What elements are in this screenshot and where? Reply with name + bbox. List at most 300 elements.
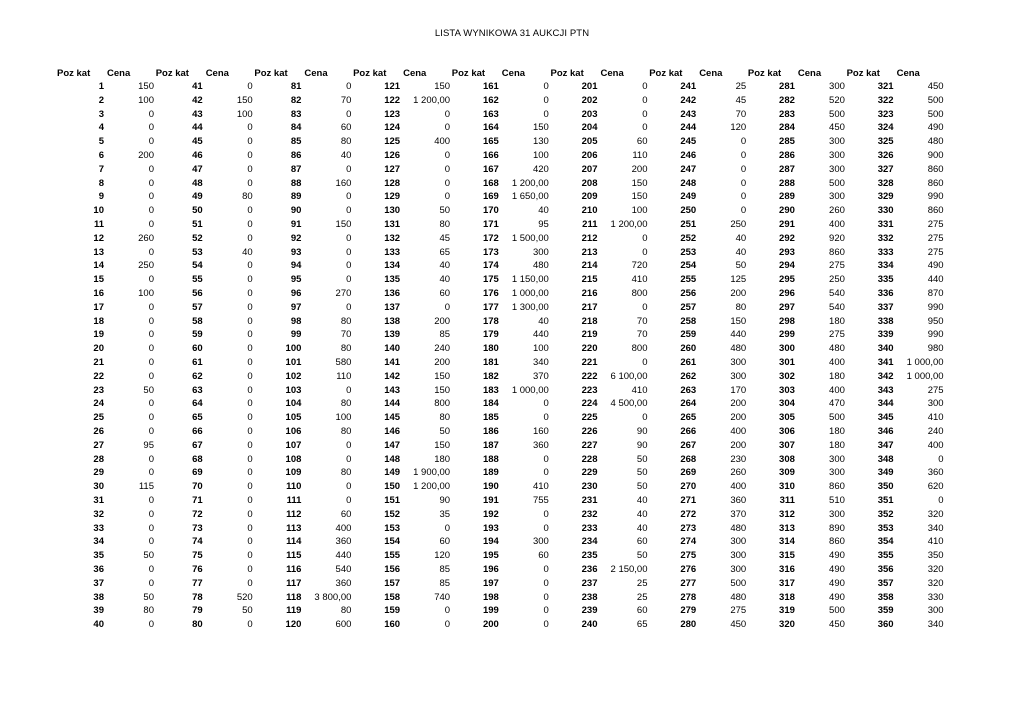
price-value: 60 <box>439 288 451 299</box>
price-value: 0 <box>148 246 154 258</box>
price-value: 25 <box>735 81 747 92</box>
price-value: 120 <box>730 122 747 134</box>
catalog-position: 292 <box>779 232 795 244</box>
catalog-position: 216 <box>581 288 598 299</box>
price-value: 180 <box>829 439 845 451</box>
price-value: 350 <box>927 550 944 562</box>
catalog-position: 274 <box>680 536 697 548</box>
catalog-position: 318 <box>779 591 795 603</box>
price-value: 0 <box>543 108 549 120</box>
price-value: 270 <box>335 288 352 299</box>
price-value: 300 <box>730 536 747 548</box>
header-cena: Cena <box>896 68 920 79</box>
price-value: 0 <box>346 495 352 506</box>
catalog-position: 342 <box>877 370 894 382</box>
price-value: 40 <box>538 205 549 217</box>
price-value: 860 <box>829 536 845 548</box>
catalog-position: 223 <box>581 384 598 396</box>
price-value: 85 <box>439 564 451 575</box>
price-value: 0 <box>444 522 451 534</box>
price-value: 450 <box>730 619 747 631</box>
catalog-position: 166 <box>482 150 499 161</box>
catalog-position: 178 <box>482 315 499 327</box>
price-value: 80 <box>340 315 352 327</box>
catalog-position: 175 <box>482 274 499 286</box>
price-value: 990 <box>927 329 944 341</box>
catalog-position: 149 <box>384 467 401 479</box>
price-value: 920 <box>829 232 845 244</box>
catalog-position: 10 <box>93 205 104 217</box>
price-value: 60 <box>636 536 648 548</box>
price-value: 80 <box>143 605 154 617</box>
catalog-position: 204 <box>581 122 598 134</box>
catalog-position: 8 <box>98 177 104 189</box>
catalog-position: 267 <box>680 439 697 451</box>
price-value: 4 500,00 <box>610 398 648 410</box>
price-value: 0 <box>247 577 253 589</box>
header-poz-kat: Poz kat <box>747 68 782 79</box>
price-value: 520 <box>829 94 845 106</box>
price-value: 0 <box>444 619 451 631</box>
price-value: 0 <box>444 108 451 120</box>
catalog-position: 346 <box>877 426 894 437</box>
price-value: 755 <box>532 495 549 506</box>
catalog-position: 114 <box>286 536 302 548</box>
catalog-position: 322 <box>877 94 894 106</box>
catalog-position: 25 <box>93 412 104 424</box>
price-value: 360 <box>730 495 747 506</box>
catalog-position: 154 <box>384 536 401 548</box>
price-value: 0 <box>346 163 352 175</box>
price-value: 0 <box>247 426 253 437</box>
price-value: 0 <box>543 591 549 603</box>
price-value: 720 <box>631 260 648 272</box>
price-value: 1 650,00 <box>511 191 549 203</box>
price-value: 500 <box>730 577 747 589</box>
table-row <box>0 259 1024 273</box>
price-value: 50 <box>735 260 747 272</box>
catalog-position: 9 <box>98 191 104 203</box>
price-value: 40 <box>735 246 747 258</box>
catalog-position: 296 <box>779 288 795 299</box>
catalog-position: 281 <box>779 81 795 92</box>
catalog-position: 77 <box>192 577 203 589</box>
table-row <box>0 232 1024 246</box>
price-value: 40 <box>538 315 549 327</box>
catalog-position: 21 <box>93 357 104 368</box>
table-row <box>0 315 1024 329</box>
price-value: 540 <box>335 564 352 575</box>
catalog-position: 36 <box>93 564 104 575</box>
catalog-position: 321 <box>877 81 894 92</box>
catalog-position: 61 <box>192 357 203 368</box>
price-value: 200 <box>631 163 648 175</box>
catalog-position: 118 <box>286 591 302 603</box>
catalog-position: 31 <box>93 495 104 506</box>
price-value: 0 <box>247 536 253 548</box>
catalog-position: 59 <box>192 329 203 341</box>
catalog-position: 343 <box>877 384 894 396</box>
catalog-position: 67 <box>192 439 203 451</box>
catalog-position: 174 <box>482 260 499 272</box>
catalog-position: 60 <box>192 343 203 355</box>
price-value: 240 <box>434 343 451 355</box>
catalog-position: 224 <box>581 398 598 410</box>
catalog-position: 218 <box>581 315 598 327</box>
catalog-position: 199 <box>482 605 499 617</box>
price-value: 0 <box>543 398 549 410</box>
price-value: 0 <box>642 81 648 92</box>
catalog-position: 266 <box>680 426 697 437</box>
price-value: 70 <box>636 315 648 327</box>
catalog-position: 165 <box>482 136 499 148</box>
price-value: 300 <box>829 453 845 465</box>
price-value: 120 <box>434 550 451 562</box>
price-value: 490 <box>829 577 845 589</box>
catalog-position: 197 <box>482 577 499 589</box>
price-value: 300 <box>829 136 845 148</box>
price-value: 100 <box>335 412 352 424</box>
price-value: 0 <box>148 467 154 479</box>
catalog-position: 327 <box>877 163 894 175</box>
catalog-position: 17 <box>93 301 104 313</box>
catalog-position: 337 <box>877 301 894 313</box>
price-value: 3 800,00 <box>314 591 352 603</box>
catalog-position: 234 <box>581 536 598 548</box>
price-value: 0 <box>247 81 253 92</box>
price-value: 0 <box>247 453 253 465</box>
table-row <box>0 494 1024 508</box>
price-value: 35 <box>439 508 451 520</box>
catalog-position: 334 <box>877 260 894 272</box>
catalog-position: 331 <box>877 219 894 230</box>
catalog-position: 309 <box>779 467 795 479</box>
catalog-position: 139 <box>384 329 401 341</box>
catalog-position: 289 <box>779 191 795 203</box>
price-value: 300 <box>730 564 747 575</box>
catalog-position: 253 <box>680 246 697 258</box>
price-value: 370 <box>532 370 549 382</box>
catalog-position: 41 <box>192 81 203 92</box>
catalog-position: 141 <box>384 357 401 368</box>
price-value: 0 <box>543 453 549 465</box>
table-row <box>0 466 1024 480</box>
catalog-position: 293 <box>779 246 795 258</box>
header-poz-kat: Poz kat <box>649 68 683 79</box>
catalog-position: 78 <box>192 591 203 603</box>
price-value: 1 500,00 <box>511 232 549 244</box>
catalog-position: 193 <box>482 522 499 534</box>
price-value: 0 <box>444 177 451 189</box>
price-value: 400 <box>434 136 451 148</box>
catalog-position: 303 <box>779 384 795 396</box>
table-row <box>0 204 1024 218</box>
catalog-position: 242 <box>680 94 697 106</box>
catalog-position: 120 <box>285 619 302 631</box>
catalog-position: 68 <box>192 453 203 465</box>
catalog-position: 57 <box>192 301 203 313</box>
catalog-position: 129 <box>384 191 401 203</box>
price-value: 0 <box>247 288 253 299</box>
price-value: 275 <box>829 260 845 272</box>
table-row <box>0 604 1024 618</box>
price-value: 0 <box>543 508 549 520</box>
catalog-position: 99 <box>290 329 302 341</box>
price-value: 0 <box>247 550 253 562</box>
price-value: 480 <box>532 260 549 272</box>
catalog-position: 215 <box>581 274 598 286</box>
price-value: 200 <box>730 398 747 410</box>
price-value: 410 <box>927 412 944 424</box>
price-value: 150 <box>730 315 747 327</box>
price-value: 70 <box>636 329 648 341</box>
price-value: 410 <box>927 536 944 548</box>
catalog-position: 53 <box>192 246 203 258</box>
price-value: 0 <box>148 564 154 575</box>
price-value: 240 <box>927 426 944 437</box>
price-value: 480 <box>829 343 845 355</box>
catalog-position: 143 <box>384 384 401 396</box>
price-value: 150 <box>335 219 352 230</box>
catalog-position: 351 <box>877 495 894 506</box>
table-row <box>0 121 1024 135</box>
catalog-position: 20 <box>93 343 104 355</box>
price-value: 400 <box>927 439 944 451</box>
price-value: 0 <box>247 205 253 217</box>
price-value: 70 <box>735 108 747 120</box>
price-value: 340 <box>927 522 944 534</box>
catalog-position: 277 <box>680 577 697 589</box>
price-value: 490 <box>829 550 845 562</box>
price-value: 70 <box>340 329 352 341</box>
price-value: 50 <box>636 467 648 479</box>
catalog-position: 85 <box>290 136 302 148</box>
catalog-position: 45 <box>192 136 203 148</box>
catalog-position: 241 <box>680 81 697 92</box>
catalog-position: 49 <box>192 191 203 203</box>
price-value: 0 <box>148 108 154 120</box>
price-value: 100 <box>138 94 154 106</box>
table-row <box>0 425 1024 439</box>
price-value: 340 <box>927 619 944 631</box>
catalog-position: 349 <box>877 467 894 479</box>
price-value: 360 <box>335 536 352 548</box>
catalog-position: 171 <box>482 219 499 230</box>
price-value: 0 <box>148 301 154 313</box>
price-value: 480 <box>927 136 944 148</box>
price-value: 0 <box>148 536 154 548</box>
catalog-position: 65 <box>192 412 203 424</box>
catalog-position: 307 <box>779 439 795 451</box>
price-value: 0 <box>247 163 253 175</box>
catalog-position: 146 <box>384 426 401 437</box>
catalog-position: 63 <box>192 384 203 396</box>
catalog-position: 284 <box>779 122 795 134</box>
price-value: 6 100,00 <box>610 370 648 382</box>
price-value: 500 <box>927 94 944 106</box>
price-value: 0 <box>543 605 549 617</box>
catalog-position: 264 <box>680 398 697 410</box>
catalog-position: 286 <box>779 150 795 161</box>
catalog-position: 235 <box>581 550 598 562</box>
catalog-position: 96 <box>290 288 302 299</box>
catalog-position: 243 <box>680 108 697 120</box>
price-value: 50 <box>242 605 253 617</box>
price-value: 0 <box>642 246 648 258</box>
catalog-position: 95 <box>290 274 302 286</box>
catalog-position: 108 <box>285 453 302 465</box>
price-value: 0 <box>346 232 352 244</box>
price-value: 0 <box>247 412 253 424</box>
catalog-position: 348 <box>877 453 894 465</box>
price-value: 860 <box>829 481 845 493</box>
price-value: 100 <box>532 150 549 161</box>
catalog-position: 89 <box>290 191 302 203</box>
price-value: 60 <box>636 605 648 617</box>
catalog-position: 112 <box>286 508 302 520</box>
catalog-position: 87 <box>290 163 302 175</box>
catalog-position: 232 <box>581 508 598 520</box>
price-value: 1 000,00 <box>511 384 549 396</box>
price-value: 0 <box>247 219 253 230</box>
catalog-position: 76 <box>192 564 203 575</box>
header-cena: Cena <box>205 68 229 79</box>
table-row <box>0 397 1024 411</box>
price-value: 0 <box>148 122 154 134</box>
catalog-position: 272 <box>680 508 697 520</box>
catalog-position: 315 <box>779 550 795 562</box>
price-value: 60 <box>340 122 352 134</box>
price-value: 0 <box>543 81 549 92</box>
price-value: 60 <box>340 508 352 520</box>
price-value: 70 <box>340 94 352 106</box>
price-value: 400 <box>335 522 352 534</box>
table-row <box>0 163 1024 177</box>
catalog-position: 345 <box>877 412 894 424</box>
price-value: 0 <box>740 136 747 148</box>
price-value: 125 <box>730 274 747 286</box>
catalog-position: 27 <box>93 439 104 451</box>
price-value: 480 <box>730 522 747 534</box>
price-value: 450 <box>927 81 944 92</box>
catalog-position: 84 <box>290 122 302 134</box>
catalog-position: 260 <box>680 343 697 355</box>
catalog-position: 239 <box>581 605 598 617</box>
table-row <box>0 149 1024 163</box>
price-value: 490 <box>829 591 845 603</box>
catalog-position: 291 <box>779 219 795 230</box>
catalog-position: 335 <box>877 274 894 286</box>
catalog-position: 261 <box>680 357 697 368</box>
catalog-position: 184 <box>482 398 499 410</box>
catalog-position: 122 <box>384 94 401 106</box>
price-value: 0 <box>247 343 253 355</box>
catalog-position: 350 <box>877 481 894 493</box>
catalog-position: 177 <box>482 301 499 313</box>
catalog-position: 226 <box>581 426 598 437</box>
table-row <box>0 301 1024 315</box>
price-value: 0 <box>247 177 253 189</box>
catalog-position: 13 <box>93 246 104 258</box>
price-value: 980 <box>927 343 944 355</box>
price-value: 0 <box>444 301 451 313</box>
catalog-position: 288 <box>779 177 795 189</box>
catalog-position: 7 <box>98 163 104 175</box>
catalog-position: 88 <box>290 177 302 189</box>
price-value: 0 <box>247 619 253 631</box>
catalog-position: 101 <box>285 357 302 368</box>
price-value: 0 <box>148 577 154 589</box>
catalog-position: 256 <box>680 288 697 299</box>
catalog-position: 271 <box>680 495 697 506</box>
catalog-position: 180 <box>482 343 499 355</box>
catalog-position: 270 <box>680 481 697 493</box>
catalog-position: 28 <box>93 453 104 465</box>
table-row <box>0 439 1024 453</box>
price-value: 80 <box>439 219 451 230</box>
catalog-position: 254 <box>680 260 697 272</box>
catalog-position: 2 <box>98 94 104 106</box>
price-value: 80 <box>340 136 352 148</box>
price-value: 0 <box>148 357 154 368</box>
catalog-position: 6 <box>98 150 104 161</box>
catalog-position: 359 <box>877 605 894 617</box>
price-value: 275 <box>829 329 845 341</box>
catalog-position: 357 <box>877 577 894 589</box>
price-value: 0 <box>346 481 352 493</box>
price-value: 0 <box>247 122 253 134</box>
price-value: 0 <box>444 122 451 134</box>
price-value: 490 <box>927 122 944 134</box>
price-value: 50 <box>143 384 154 396</box>
price-value: 0 <box>247 260 253 272</box>
price-value: 500 <box>927 108 944 120</box>
catalog-position: 273 <box>680 522 697 534</box>
price-value: 0 <box>642 108 648 120</box>
catalog-position: 115 <box>286 550 302 562</box>
price-value: 0 <box>346 301 352 313</box>
catalog-position: 212 <box>581 232 598 244</box>
catalog-position: 24 <box>93 398 104 410</box>
catalog-position: 92 <box>290 232 302 244</box>
price-value: 0 <box>247 329 253 341</box>
price-value: 150 <box>532 122 549 134</box>
catalog-position: 54 <box>192 260 203 272</box>
catalog-position: 145 <box>384 412 401 424</box>
catalog-position: 205 <box>581 136 598 148</box>
price-value: 480 <box>730 591 747 603</box>
price-value: 0 <box>148 136 154 148</box>
catalog-position: 275 <box>680 550 697 562</box>
catalog-position: 222 <box>581 370 598 382</box>
price-value: 0 <box>543 564 549 575</box>
catalog-position: 237 <box>581 577 598 589</box>
header-cena: Cena <box>107 68 131 79</box>
price-value: 440 <box>730 329 747 341</box>
table-row <box>0 563 1024 577</box>
table-row <box>0 411 1024 425</box>
price-value: 0 <box>148 219 154 230</box>
price-value: 360 <box>927 467 944 479</box>
catalog-position: 320 <box>779 619 795 631</box>
catalog-position: 330 <box>877 205 894 217</box>
price-value: 320 <box>927 577 944 589</box>
price-value: 0 <box>938 495 944 506</box>
catalog-position: 308 <box>779 453 795 465</box>
price-value: 130 <box>532 136 549 148</box>
price-value: 0 <box>148 163 154 175</box>
price-value: 490 <box>829 564 845 575</box>
